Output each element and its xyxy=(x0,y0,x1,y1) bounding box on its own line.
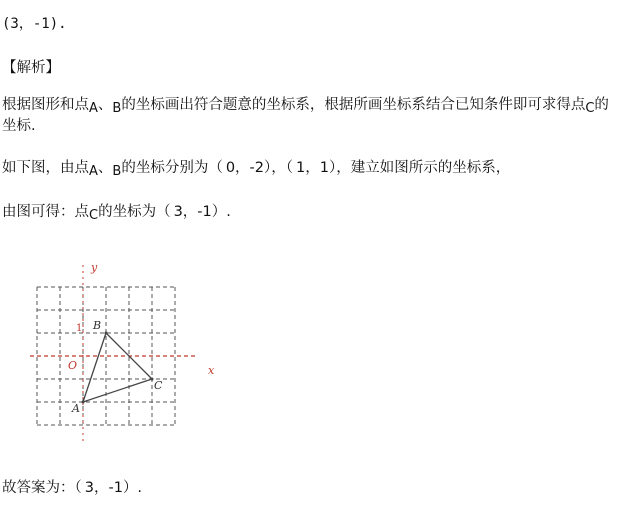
final-coord: 3，-1 xyxy=(84,480,123,496)
result-text-2: 的坐标为（ xyxy=(98,204,171,220)
coordinate-figure xyxy=(20,255,230,450)
final-answer xyxy=(2,478,142,498)
setup-text-3: ），（ xyxy=(264,160,294,176)
analysis-paragraph-cont: 坐标. xyxy=(2,118,36,134)
section-heading: 【解析】 xyxy=(2,60,60,76)
point-a-label: A xyxy=(89,164,98,179)
coord-b: 1，1 xyxy=(296,160,329,176)
label-a: A xyxy=(72,402,80,415)
point-c-label: C xyxy=(89,208,99,223)
analysis-text-2: 的坐标画出符合题意的坐标系，根据所画坐标系结合已知条件即可求得点 xyxy=(121,97,586,113)
result-text-1: 由图可得：点 xyxy=(2,204,89,220)
setup-text-1: 如下图，由点 xyxy=(2,160,89,176)
analysis-text-3: 的 xyxy=(594,97,609,113)
label-c: C xyxy=(154,379,163,392)
point-b xyxy=(105,332,108,335)
coord-a: 0，-2 xyxy=(225,160,265,176)
setup-text-4: ），建立如图所示的坐标系， xyxy=(328,160,511,176)
setup-text-2: 的坐标分别为（ xyxy=(121,160,223,176)
point-b-label: B xyxy=(112,164,122,179)
coord-c: 3，-1 xyxy=(173,204,212,220)
final-text-2: ）. xyxy=(122,480,143,496)
x-axis-label: x xyxy=(208,364,215,377)
point-b-label: B xyxy=(112,101,122,116)
result-text-3: ）. xyxy=(211,204,231,220)
dashed-grid xyxy=(37,287,175,425)
point-a xyxy=(82,401,85,404)
origin-label: O xyxy=(68,359,78,372)
final-text-1: 故答案为：（ xyxy=(2,480,82,496)
setup-paragraph xyxy=(2,158,510,179)
analysis-paragraph xyxy=(2,95,609,116)
point-c-label: C xyxy=(585,101,595,116)
unit-label: 1 xyxy=(76,323,83,334)
point-a-label: A xyxy=(89,101,98,116)
separator: 、 xyxy=(97,160,113,176)
result-paragraph xyxy=(2,202,231,223)
triangle-abc xyxy=(83,333,152,402)
analysis-text-1: 根据图形和点 xyxy=(2,97,89,113)
y-axis-label: y xyxy=(91,261,98,274)
label-b: B xyxy=(93,319,102,332)
answer-line: (3，-1). xyxy=(2,16,67,32)
separator: 、 xyxy=(97,97,113,113)
